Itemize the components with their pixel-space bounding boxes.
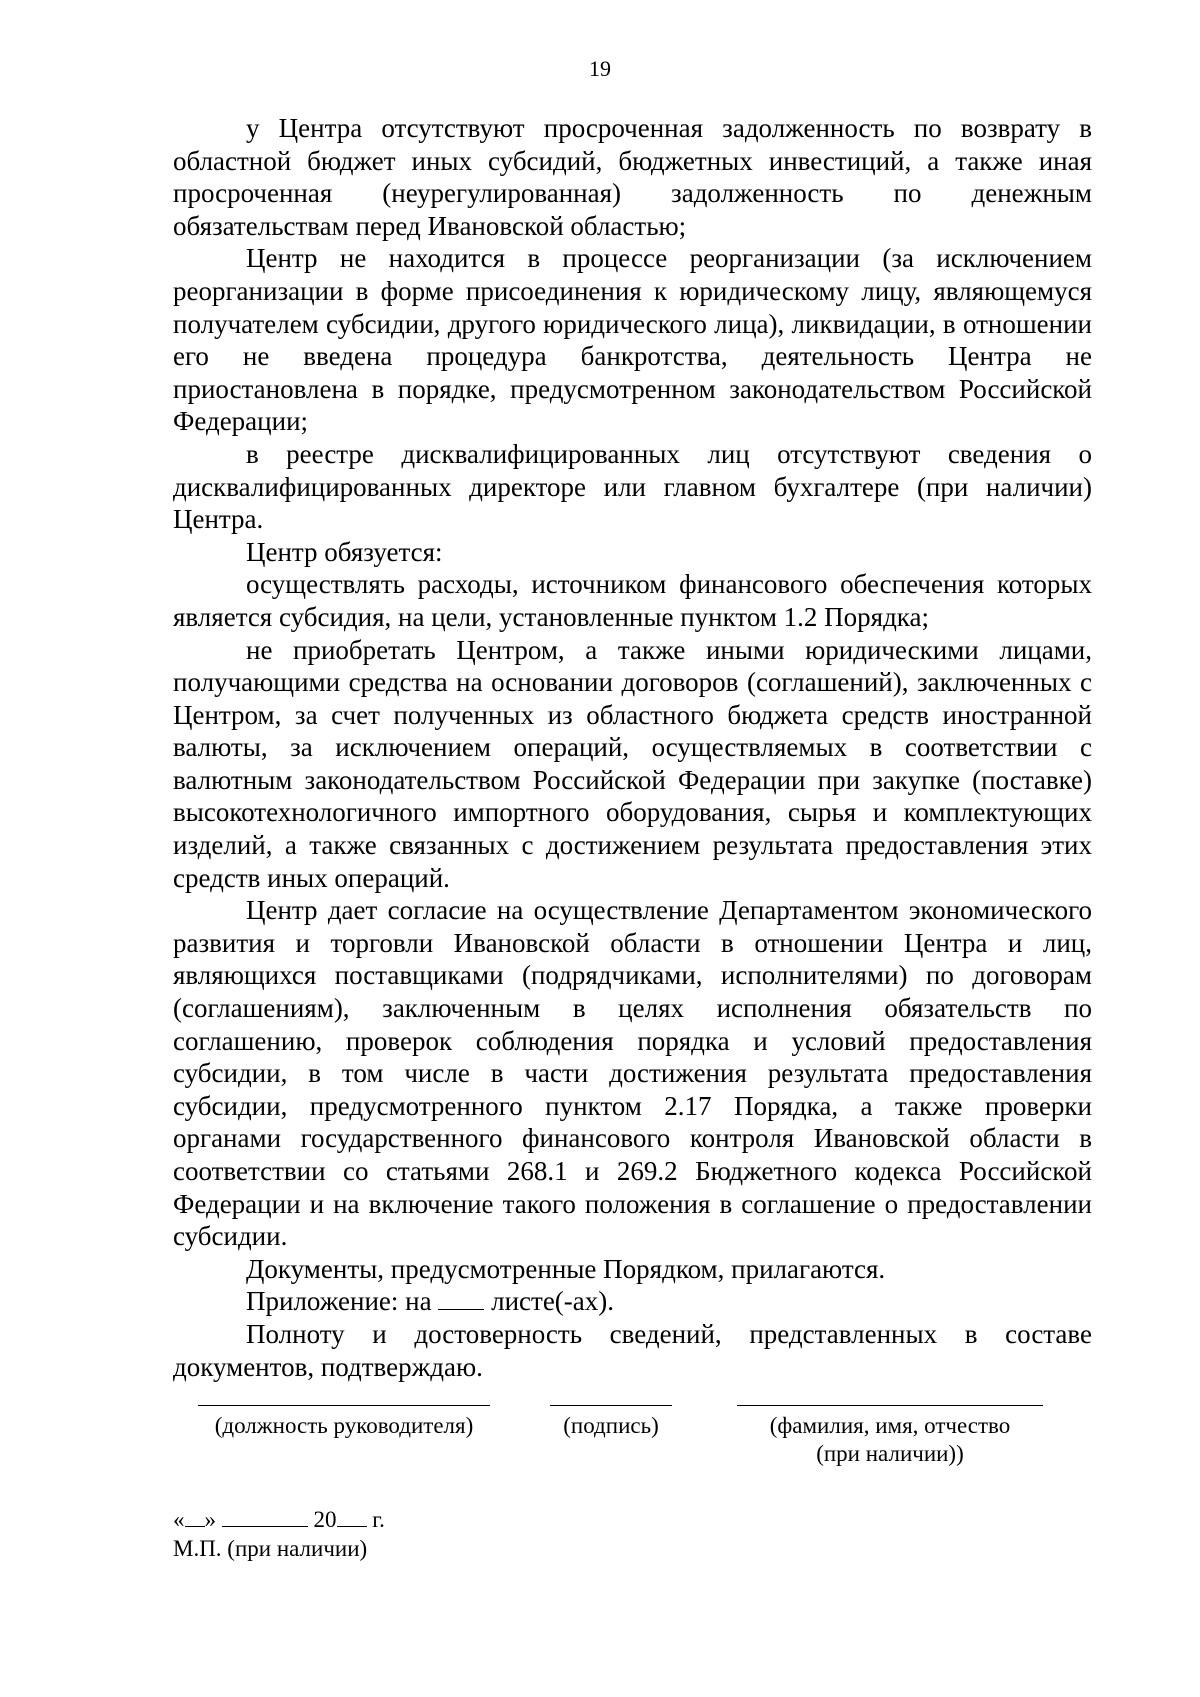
attachment-sheets-blank[interactable] <box>438 1287 484 1310</box>
date-line <box>173 1506 385 1534</box>
paragraph-no-debt: у Центра отсутствуют просроченная задолженность по возврату в областной бюджет иных субсидий, бюджетных инвестиций, а также иная просроченная (неурегулированная) задолженность по денежным обязательствам перед Ивановской областью; <box>173 113 1092 241</box>
paragraph-attachment <box>173 1285 1092 1318</box>
name-caption-line2: (при наличии)) <box>816 1441 964 1466</box>
name-column <box>737 1405 1043 1468</box>
paragraph-no-foreign-currency: не приобретать Центром, а также иными юридическими лицами, получающими средства на основании договоров (соглашений), заключенных с Центром, за счет полученных из областного бюджета средств иностранной валюты, за исключением операций, осуществляемых в соответствии с валютным законодательством Российской Федерации при закупке (поставке) высокотехнологичного импортного оборудования, сырья и комплектующих изделий, а также связанных с достижением результата предоставления этих средств иных операций. <box>173 634 1092 893</box>
paragraph-obligations-heading: Центр обязуется: <box>246 536 443 567</box>
seal-note: М.П. (при наличии) <box>173 1536 368 1561</box>
day-blank[interactable] <box>185 1508 205 1527</box>
document-body <box>173 112 1092 1383</box>
attachment-suffix: листе(-ах). <box>491 1286 615 1317</box>
paragraph-documents-attached: Документы, предусмотренные Порядком, прилагаются. <box>246 1253 886 1284</box>
paragraph-consent-inspections: Центр дает согласие на осуществление Департаментом экономического развития и торговли Ивановской области в отношении Центра и лиц, являющихся поставщиками (подрядчиками, исполнителями) по договорам (соглашениям), заключенным в целях исполнения обязательств по соглашению, проверок соблюдения порядка и условий предоставления субсидии, в том числе в части достижения результата предоставления субсидии, предусмотренного пунктом 2.17 Порядка, а также проверки органами государственного финансового контроля Ивановской области в соответствии со статьями 268.1 и 269.2 Бюджетного кодекса Российской Федерации и на включение такого положения в соглашение о предоставлении субсидии. <box>173 895 1092 1252</box>
paragraph-expenses: осуществлять расходы, источником финансового обеспечения которых является субсидия, на цели, установленные пунктом 1.2 Порядка; <box>173 569 1092 632</box>
month-blank[interactable] <box>222 1508 308 1527</box>
position-column <box>198 1405 490 1440</box>
paragraph-no-reorganization: Центр не находится в процессе реорганизации (за исключением реорганизации в форме присоединения к юридическому лицу, являющемуся получателем субсидии, другого юридического лица), ликвидации, в отношении его не введена процедура банкротства, деятельность Центра не приостановлена в порядке, предусмотренном законодательством Российской Федерации; <box>173 243 1092 437</box>
position-caption: (должность руководителя) <box>214 1413 474 1438</box>
paragraph-confirmation: Полноту и достоверность сведений, представленных в составе документов, подтверждаю. <box>173 1318 1092 1382</box>
position-line[interactable] <box>198 1405 490 1406</box>
signature-line[interactable] <box>550 1405 672 1406</box>
page-number: 19 <box>589 56 611 81</box>
signature-column <box>550 1405 672 1440</box>
name-line[interactable] <box>737 1405 1043 1406</box>
signature-caption: (подпись) <box>563 1413 659 1438</box>
name-caption-line1: (фамилия, имя, отчество <box>769 1413 1011 1438</box>
paragraph-no-disqualified: в реестре дисквалифицированных лиц отсутствуют сведения о дисквалифицированных директоре или главном бухгалтере (при наличии) Центра. <box>173 438 1092 535</box>
date-open-quote: « <box>173 1507 185 1532</box>
year-suffix: г. <box>372 1507 385 1532</box>
attachment-prefix: Приложение: на <box>246 1286 432 1317</box>
date-close-quote: » <box>204 1507 216 1532</box>
year-blank[interactable] <box>337 1508 367 1527</box>
year-prefix: 20 <box>313 1507 337 1532</box>
